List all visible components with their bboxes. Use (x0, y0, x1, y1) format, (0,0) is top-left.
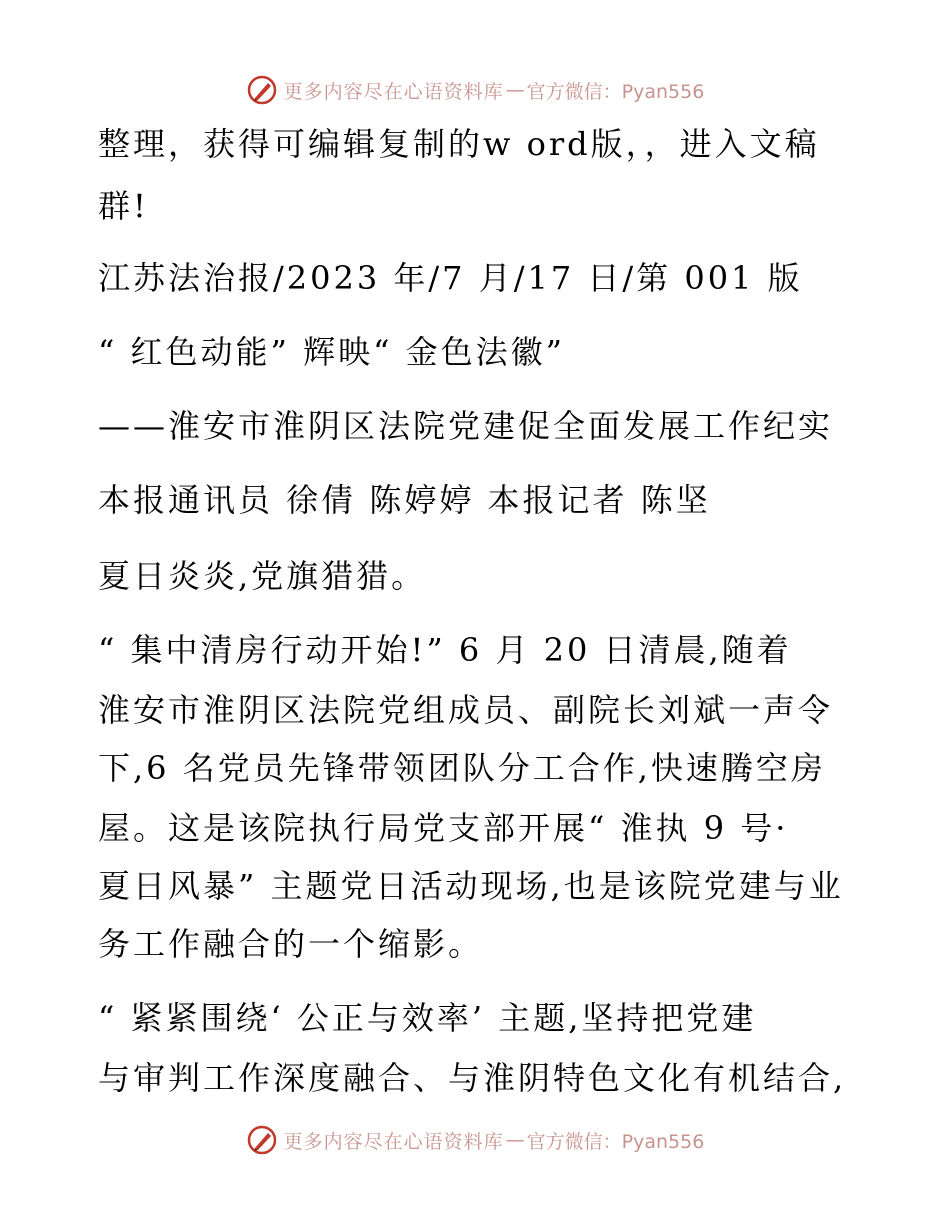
paragraph-line: 夏日风暴” 主题党日活动现场,也是该院党建与业 (98, 867, 844, 905)
paragraph-line: 与审判工作深度融合、与淮阴特色文化有机结合, (98, 1059, 847, 1097)
article-subtitle: ——淮安市淮阴区法院党建促全面发展工作纪实 (98, 407, 834, 445)
source-line: 江苏法治报/2023 年/7 月/17 日/第 001 版 (98, 259, 803, 297)
paragraph-line: “ 集中清房行动开始!” 6 月 20 日清晨,随着 (98, 631, 792, 669)
watermark-text: 更多内容尽在心语资料库 (283, 80, 504, 103)
pen-circle-icon (246, 74, 278, 106)
watermark-separator: — (505, 1129, 525, 1151)
watermark-suffix: 官方微信：Pyan556 (526, 80, 705, 103)
watermark-separator: — (505, 79, 525, 101)
paragraph-line: 务工作融合的一个缩影。 (98, 925, 484, 963)
watermark-text: 更多内容尽在心语资料库 (283, 1130, 504, 1153)
paragraph-line: “ 紧紧围绕‘ 公正与效率’ 主题,坚持把党建 (98, 999, 757, 1037)
watermark-suffix: 官方微信：Pyan556 (526, 1130, 705, 1153)
paragraph-line: 淮安市淮阴区法院党组成员、副院长刘斌一声令 (98, 691, 834, 729)
byline: 本报通讯员 徐倩 陈婷婷 本报记者 陈坚 (98, 481, 711, 519)
paragraph-line: 屋。这是该院执行局党支部开展“ 淮执 9 号· (98, 809, 789, 847)
article-title: “ 红色动能” 辉映“ 金色法徽” (98, 333, 565, 371)
text-line: 整理，获得可编辑复制的w ord版，，进入文稿 (98, 125, 820, 163)
text-line: 群! (98, 187, 149, 225)
header-watermark (0, 70, 950, 110)
paragraph-line: 夏日炎炎,党旗猎猎。 (98, 557, 427, 595)
footer-watermark (0, 1120, 950, 1160)
pen-circle-icon (246, 1124, 278, 1156)
paragraph-line: 下,6 名党员先锋带领团队分工合作,快速腾空房 (98, 749, 826, 787)
